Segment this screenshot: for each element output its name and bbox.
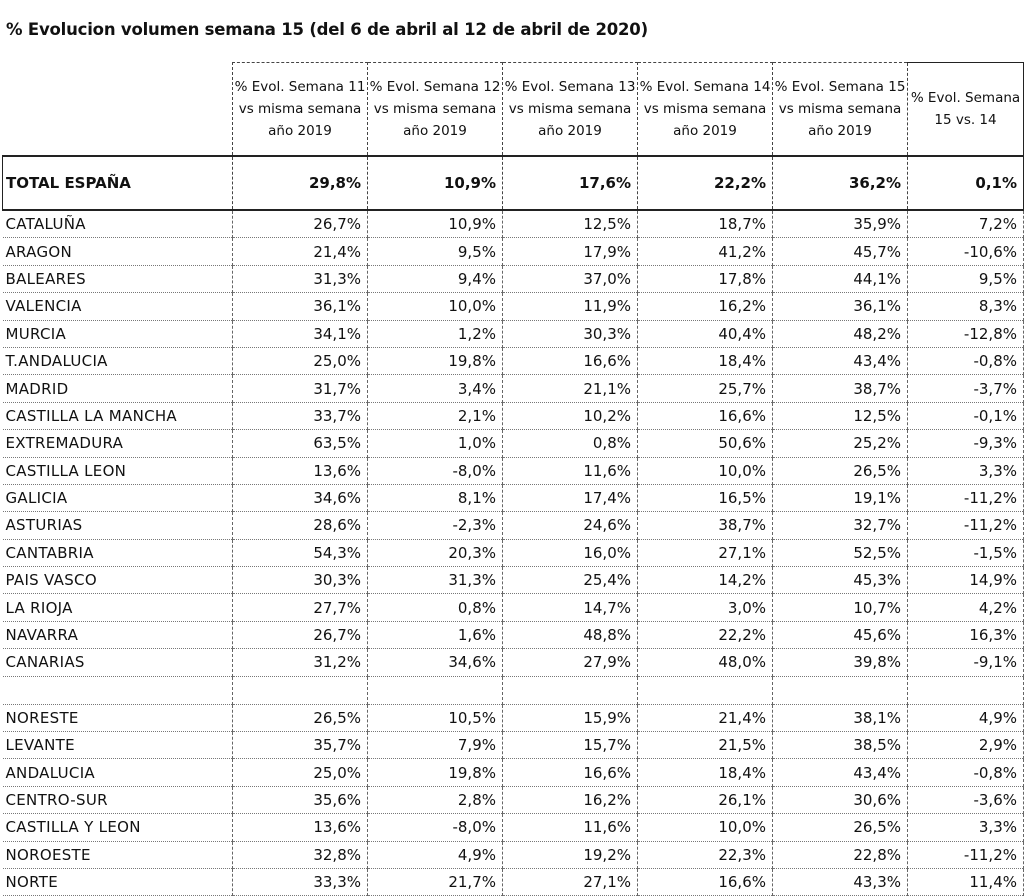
table-cell: 13,6% <box>233 457 368 484</box>
table-cell: -10,6% <box>908 238 1024 265</box>
table-cell: -0,8% <box>908 759 1024 786</box>
table-cell: -9,1% <box>908 649 1024 676</box>
table-cell: 39,8% <box>773 649 908 676</box>
table-cell: 38,1% <box>773 704 908 731</box>
table-cell: -0,1% <box>908 402 1024 429</box>
table-cell: 0,8% <box>368 594 503 621</box>
column-header: % Evol. Semana 15 vs. 14 <box>908 63 1024 157</box>
table-cell: 10,0% <box>368 293 503 320</box>
table-cell: 26,7% <box>233 210 368 238</box>
table-cell: 15,9% <box>503 704 638 731</box>
table-cell: 37,0% <box>503 265 638 292</box>
table-cell: 27,9% <box>503 649 638 676</box>
table-cell: 31,7% <box>233 375 368 402</box>
table-row <box>3 238 1024 265</box>
table-cell: 17,8% <box>638 265 773 292</box>
table-cell: 30,3% <box>503 320 638 347</box>
table-cell: 44,1% <box>773 265 908 292</box>
table-cell: 12,5% <box>773 402 908 429</box>
table-cell: 28,6% <box>233 512 368 539</box>
table-cell: 17,9% <box>503 238 638 265</box>
table-cell: 26,1% <box>638 786 773 813</box>
table-cell: 1,6% <box>368 621 503 648</box>
row-label: LEVANTE <box>3 732 233 759</box>
table-cell: 45,6% <box>773 621 908 648</box>
table-cell: 32,8% <box>233 841 368 868</box>
row-label: BALEARES <box>3 265 233 292</box>
table-cell: 19,1% <box>773 484 908 511</box>
empty-cell <box>773 676 908 704</box>
row-label: CANTABRIA <box>3 539 233 566</box>
row-label: ANDALUCIA <box>3 759 233 786</box>
table-cell: 19,2% <box>503 841 638 868</box>
table-cell: 43,4% <box>773 347 908 374</box>
table-cell: 22,8% <box>773 841 908 868</box>
table-row <box>3 594 1024 621</box>
table-cell: 43,4% <box>773 759 908 786</box>
table-cell: 11,6% <box>503 814 638 841</box>
table-cell: 35,9% <box>773 210 908 238</box>
table-row <box>3 567 1024 594</box>
empty-cell <box>233 676 368 704</box>
table-cell: 21,7% <box>368 868 503 895</box>
empty-cell <box>908 676 1024 704</box>
table-cell: 38,7% <box>638 512 773 539</box>
table-cell: 63,5% <box>233 430 368 457</box>
table-cell: -0,8% <box>908 347 1024 374</box>
table-cell: -11,2% <box>908 841 1024 868</box>
table-cell: 40,4% <box>638 320 773 347</box>
table-row <box>3 732 1024 759</box>
table-cell: 1,0% <box>368 430 503 457</box>
row-label: NORTE <box>3 868 233 895</box>
table-cell: 48,2% <box>773 320 908 347</box>
table-cell: -3,7% <box>908 375 1024 402</box>
column-header: % Evol. Semana 11 vs misma semana año 2019 <box>233 63 368 157</box>
table-cell: 25,7% <box>638 375 773 402</box>
table-cell: 38,7% <box>773 375 908 402</box>
table-cell: 26,5% <box>773 814 908 841</box>
table-row <box>3 375 1024 402</box>
table-cell: 16,6% <box>503 759 638 786</box>
table-cell: 25,0% <box>233 759 368 786</box>
table-cell: 4,2% <box>908 594 1024 621</box>
table-cell: 3,3% <box>908 814 1024 841</box>
column-header: % Evol. Semana 13 vs misma semana año 2019 <box>503 63 638 157</box>
table-cell: -3,6% <box>908 786 1024 813</box>
table-cell: 13,6% <box>233 814 368 841</box>
row-label: CASTILLA LEON <box>3 457 233 484</box>
table-cell: 10,0% <box>638 457 773 484</box>
table-row <box>3 320 1024 347</box>
table-cell: 22,3% <box>638 841 773 868</box>
table-cell: 17,4% <box>503 484 638 511</box>
table-cell: 36,2% <box>773 156 908 210</box>
table-cell: 25,4% <box>503 567 638 594</box>
table-cell: 16,2% <box>638 293 773 320</box>
row-label: MURCIA <box>3 320 233 347</box>
table-cell: 21,5% <box>638 732 773 759</box>
table-cell: 14,7% <box>503 594 638 621</box>
column-header: % Evol. Semana 15 vs misma semana año 2019 <box>773 63 908 157</box>
table-cell: 11,6% <box>503 457 638 484</box>
table-cell: 10,9% <box>368 210 503 238</box>
table-row <box>3 430 1024 457</box>
table-cell: 3,0% <box>638 594 773 621</box>
table-cell: 34,1% <box>233 320 368 347</box>
table-cell: -8,0% <box>368 814 503 841</box>
table-cell: 2,9% <box>908 732 1024 759</box>
row-label: CENTRO-SUR <box>3 786 233 813</box>
row-label: CASTILLA LA MANCHA <box>3 402 233 429</box>
table-cell: 9,5% <box>908 265 1024 292</box>
table-cell: 2,8% <box>368 786 503 813</box>
table-cell: 18,4% <box>638 759 773 786</box>
table-cell: -2,3% <box>368 512 503 539</box>
table-cell: 52,5% <box>773 539 908 566</box>
table-cell: 11,9% <box>503 293 638 320</box>
row-label: LA RIOJA <box>3 594 233 621</box>
row-label: MADRID <box>3 375 233 402</box>
table-cell: 16,6% <box>503 347 638 374</box>
table-cell: -11,2% <box>908 484 1024 511</box>
table-cell: 38,5% <box>773 732 908 759</box>
table-cell: 2,1% <box>368 402 503 429</box>
evolution-table <box>2 62 1024 896</box>
table-cell: 45,3% <box>773 567 908 594</box>
table-row <box>3 621 1024 648</box>
total-row <box>3 156 1024 210</box>
table-cell: 30,6% <box>773 786 908 813</box>
table-cell: 10,9% <box>368 156 503 210</box>
row-label: NORESTE <box>3 704 233 731</box>
table-cell: 36,1% <box>233 293 368 320</box>
row-label: CATALUÑA <box>3 210 233 238</box>
table-cell: 22,2% <box>638 156 773 210</box>
table-cell: 4,9% <box>908 704 1024 731</box>
table-cell: 3,3% <box>908 457 1024 484</box>
table-row <box>3 759 1024 786</box>
table-cell: 3,4% <box>368 375 503 402</box>
table-cell: 43,3% <box>773 868 908 895</box>
table-cell: -1,5% <box>908 539 1024 566</box>
row-label: ARAGON <box>3 238 233 265</box>
table-cell: 25,2% <box>773 430 908 457</box>
table-cell: 17,6% <box>503 156 638 210</box>
table-row <box>3 841 1024 868</box>
table-cell: 21,4% <box>638 704 773 731</box>
header-row <box>3 63 1024 157</box>
table-cell: 9,4% <box>368 265 503 292</box>
table-cell: 21,1% <box>503 375 638 402</box>
table-cell: 0,1% <box>908 156 1024 210</box>
row-label: T.ANDALUCIA <box>3 347 233 374</box>
table-cell: 45,7% <box>773 238 908 265</box>
table-cell: 18,7% <box>638 210 773 238</box>
empty-cell <box>638 676 773 704</box>
table-cell: 33,3% <box>233 868 368 895</box>
table-row <box>3 402 1024 429</box>
row-label: CASTILLA Y LEON <box>3 814 233 841</box>
table-row <box>3 814 1024 841</box>
table-cell: -11,2% <box>908 512 1024 539</box>
table-cell: 21,4% <box>233 238 368 265</box>
table-cell: 31,3% <box>233 265 368 292</box>
table-cell: 19,8% <box>368 759 503 786</box>
table-cell: 16,6% <box>638 402 773 429</box>
table-cell: 26,7% <box>233 621 368 648</box>
table-cell: 10,5% <box>368 704 503 731</box>
row-label: VALENCIA <box>3 293 233 320</box>
table-cell: 30,3% <box>233 567 368 594</box>
table-row <box>3 293 1024 320</box>
table-cell: 34,6% <box>368 649 503 676</box>
table-row <box>3 649 1024 676</box>
empty-cell <box>368 676 503 704</box>
table-cell: -8,0% <box>368 457 503 484</box>
table-cell: 10,7% <box>773 594 908 621</box>
spacer-row <box>3 676 1024 704</box>
table-cell: 31,2% <box>233 649 368 676</box>
row-label: GALICIA <box>3 484 233 511</box>
table-cell: 11,4% <box>908 868 1024 895</box>
table-cell: 16,2% <box>503 786 638 813</box>
table-cell: 1,2% <box>368 320 503 347</box>
row-label: EXTREMADURA <box>3 430 233 457</box>
table-row <box>3 210 1024 238</box>
table-row <box>3 786 1024 813</box>
table-cell: 27,1% <box>503 868 638 895</box>
table-row <box>3 457 1024 484</box>
row-label: CANARIAS <box>3 649 233 676</box>
table-cell: 22,2% <box>638 621 773 648</box>
empty-cell <box>503 676 638 704</box>
table-cell: 36,1% <box>773 293 908 320</box>
table-cell: 26,5% <box>233 704 368 731</box>
page-title: % Evolucion volumen semana 15 (del 6 de abril al 12 de abril de 2020) <box>6 20 648 39</box>
table-cell: 16,5% <box>638 484 773 511</box>
table-cell: -9,3% <box>908 430 1024 457</box>
table-row <box>3 347 1024 374</box>
table-cell: 10,0% <box>638 814 773 841</box>
table-cell: 9,5% <box>368 238 503 265</box>
table-cell: 54,3% <box>233 539 368 566</box>
table-cell: 35,6% <box>233 786 368 813</box>
header-blank <box>3 63 233 157</box>
table-cell: 16,6% <box>638 868 773 895</box>
table-cell: 33,7% <box>233 402 368 429</box>
table-row <box>3 704 1024 731</box>
row-label: TOTAL ESPAÑA <box>3 156 233 210</box>
table-cell: 4,9% <box>368 841 503 868</box>
table-cell: -12,8% <box>908 320 1024 347</box>
table-row <box>3 868 1024 895</box>
table-cell: 18,4% <box>638 347 773 374</box>
column-header: % Evol. Semana 14 vs misma semana año 2019 <box>638 63 773 157</box>
table-row <box>3 512 1024 539</box>
column-header: % Evol. Semana 12 vs misma semana año 2019 <box>368 63 503 157</box>
table-cell: 31,3% <box>368 567 503 594</box>
table-cell: 48,8% <box>503 621 638 648</box>
table-cell: 32,7% <box>773 512 908 539</box>
table-cell: 19,8% <box>368 347 503 374</box>
table-body <box>3 156 1024 896</box>
table-cell: 16,0% <box>503 539 638 566</box>
table-cell: 41,2% <box>638 238 773 265</box>
table-row <box>3 484 1024 511</box>
table-cell: 7,9% <box>368 732 503 759</box>
row-label: ASTURIAS <box>3 512 233 539</box>
table-cell: 14,9% <box>908 567 1024 594</box>
table-cell: 34,6% <box>233 484 368 511</box>
table-cell: 8,3% <box>908 293 1024 320</box>
row-label: NAVARRA <box>3 621 233 648</box>
table-cell: 15,7% <box>503 732 638 759</box>
table-cell: 26,5% <box>773 457 908 484</box>
table-cell: 50,6% <box>638 430 773 457</box>
table-row <box>3 265 1024 292</box>
empty-cell <box>3 676 233 704</box>
table-cell: 25,0% <box>233 347 368 374</box>
table-cell: 14,2% <box>638 567 773 594</box>
row-label: PAIS VASCO <box>3 567 233 594</box>
table-cell: 7,2% <box>908 210 1024 238</box>
table-cell: 16,3% <box>908 621 1024 648</box>
table-cell: 12,5% <box>503 210 638 238</box>
row-label: NOROESTE <box>3 841 233 868</box>
table-cell: 29,8% <box>233 156 368 210</box>
table-cell: 0,8% <box>503 430 638 457</box>
table-cell: 27,1% <box>638 539 773 566</box>
table-cell: 35,7% <box>233 732 368 759</box>
table-cell: 10,2% <box>503 402 638 429</box>
table-cell: 48,0% <box>638 649 773 676</box>
table-cell: 8,1% <box>368 484 503 511</box>
table-cell: 24,6% <box>503 512 638 539</box>
table-row <box>3 539 1024 566</box>
table-cell: 20,3% <box>368 539 503 566</box>
table-cell: 27,7% <box>233 594 368 621</box>
